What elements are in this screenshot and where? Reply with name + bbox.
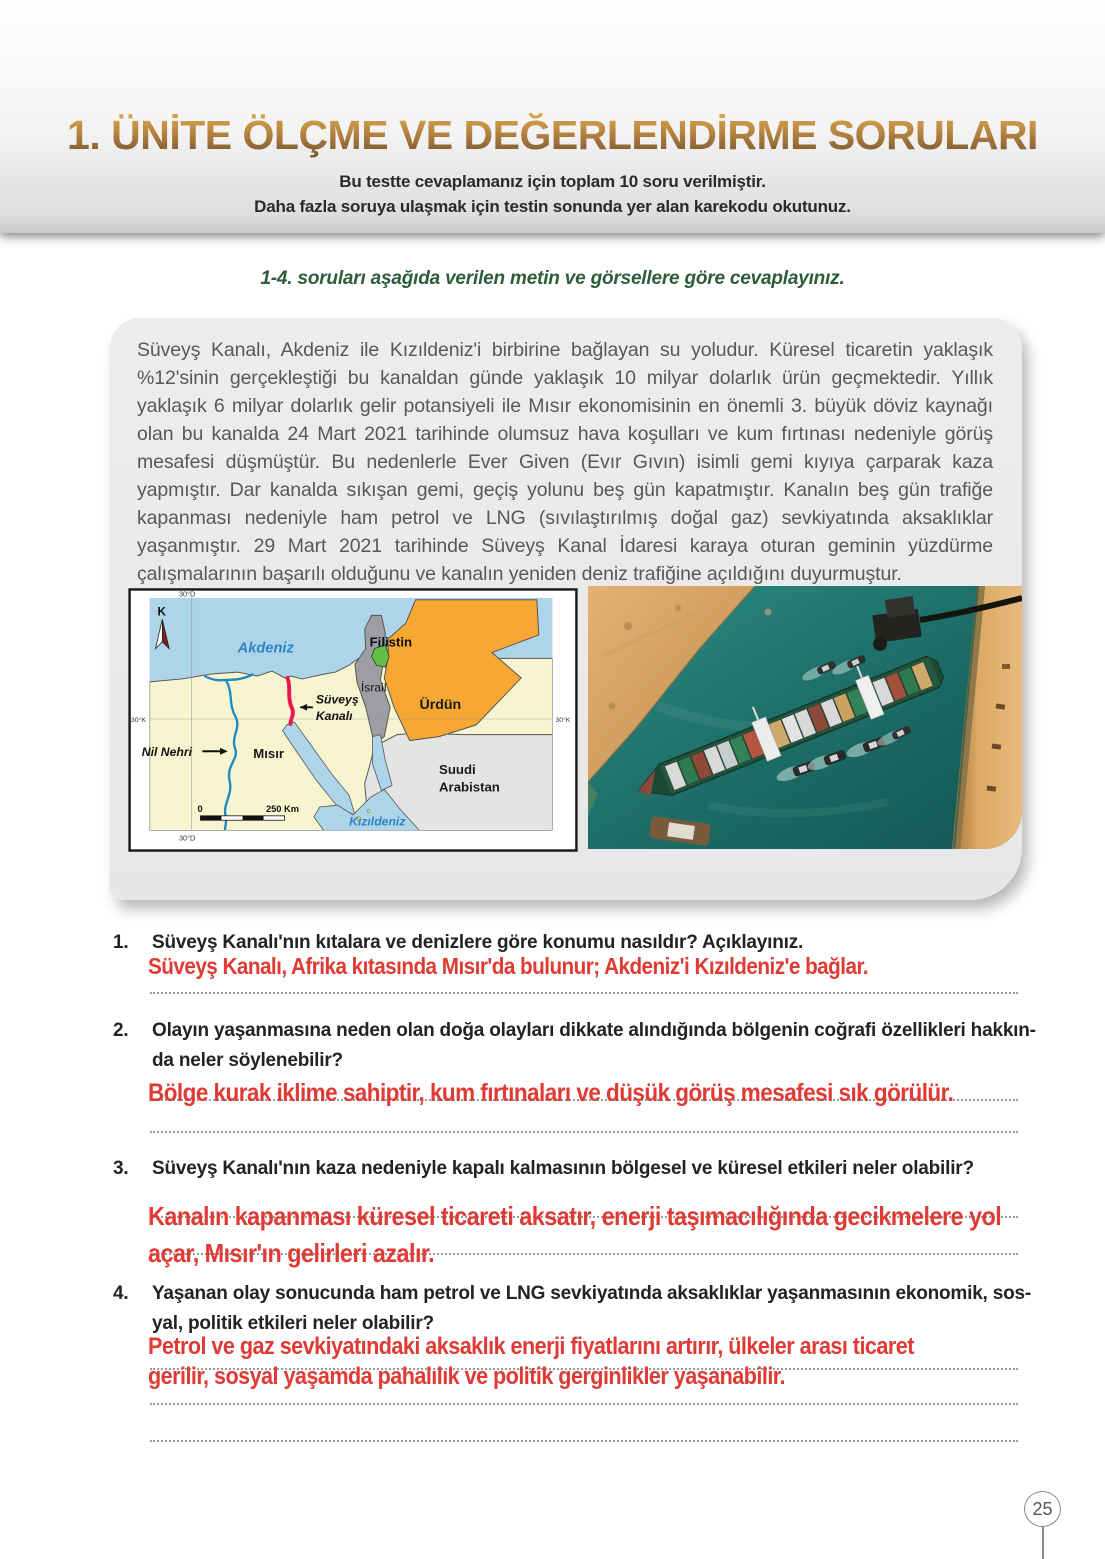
answer-4-line1: Petrol ve gaz sevkiyatındaki aksaklık enerji fiyatlarını artırır, ülkeler arası ticaret <box>148 1333 914 1360</box>
svg-text:Kanalı: Kanalı <box>315 709 353 723</box>
island <box>367 809 370 812</box>
header-subtitle-1: Bu testte cevaplamanız için toplam 10 soru verilmiştir. <box>339 172 766 191</box>
label-urdun: Ürdün <box>419 697 462 714</box>
map-svg <box>128 588 578 852</box>
label-kizildeniz: Kızıldeniz <box>349 814 406 829</box>
answer-ruled-line <box>150 1131 1018 1133</box>
passage-text: Süveyş Kanalı, Akdeniz ile Kızıldeniz'i birbirine bağlayan su yoludur. Küresel ticaretin yaklaşık %12'sinin gerçekleştiği bu kanaldan günde yaklaşık 10 milyar dolarlık ürün geçmektedir. Yıllık yaklaşık 6 milyar dolarlık gelir potansiyeli ile Mısır ekonomisinin en önemli 3. büyük döviz kaynağı olan bu kanalda 24 Mart 2021 tarihinde olumsuz hava koşulları ve kum fırtınası nedeniyle görüş mesafesi düşmüştür. Bu nedenlerle Ever Given (Evır Gıvın) isimli gemi kıyıya çarparak kaza yapmıştır. Dar kanalda sıkışan gemi, geçiş yolunu beş gün kapatmıştır. Kanalın beş gün trafiğe kapanması nedeniyle ham petrol ve LNG (sıvılaştırılmış doğal gaz) sevkiyatında aksaklıklar yaşanmıştır. 29 Mart 2021 tarihinde Süveyş Kanal İdaresi karaya oturan geminin yüzdürme çalışmalarının başarılı olduğunu ve kanalın yeniden deniz trafiğine açıldığını duyurmuştur. <box>137 339 993 585</box>
label-akdeniz: Akdeniz <box>237 640 294 657</box>
answer-3-line2: açar, Mısır'ın gelirleri azalır. <box>148 1238 435 1268</box>
svg-text:0: 0 <box>197 803 203 814</box>
lon-label-top: 30°D <box>178 589 196 599</box>
question-2-text-line1: Olayın yaşanmasına neden olan doğa olayları dikkate alındığında bölgenin coğrafi özellikleri hakkın- <box>152 1020 1036 1041</box>
answer-4-line2: gerilir, sosyal yaşamda pahalılık ve politik gerginlikler yaşanabilir. <box>148 1363 785 1390</box>
header-band <box>0 0 1105 233</box>
answer-2: Bölge kurak iklime sahiptir, kum fırtınaları ve düşük görüş mesafesi sık görülür. <box>148 1079 954 1107</box>
lon-label-bottom: 30°D <box>178 833 196 843</box>
question-3-text: Süveyş Kanalı'nın kaza nedeniyle kapalı kalmasının bölgesel ve küresel etkileri neler olabilir? <box>152 1158 974 1179</box>
question-1 <box>113 932 804 954</box>
answer-ruled-line <box>150 1440 1018 1442</box>
photo-svg <box>588 586 1022 849</box>
svg-text:Süveyş: Süveyş <box>315 692 359 707</box>
answer-ruled-line <box>150 1403 1018 1405</box>
label-suudi-2: Arabistan <box>439 779 500 795</box>
page-title: 1. ÜNİTE ÖLÇME VE DEĞERLENDİRME SORULARI <box>0 112 1105 159</box>
question-4 <box>113 1283 1031 1305</box>
answer-3-line1: Kanalın kapanması küresel ticareti aksatır, enerji taşımacılığında gecikmelere yol <box>148 1201 1002 1231</box>
question-range-instruction: 1-4. soruları aşağıda verilen metin ve görsellere göre cevaplayınız. <box>260 268 845 289</box>
question-4-number: 4. <box>113 1283 129 1304</box>
question-2-text-line2: da neler söylenebilir? <box>152 1050 343 1071</box>
lat-label-right: 30°K <box>555 716 571 724</box>
svg-text:K: K <box>157 605 166 619</box>
question-3-number: 3. <box>113 1158 129 1179</box>
question-1-text: Süveyş Kanalı'nın kıtalara ve denizlere göre konumu nasıldır? Açıklayınız. <box>152 932 804 953</box>
header-subtitle-2: Daha fazla soruya ulaşmak için testin sonunda yer alan karekodu okutunuz. <box>254 197 851 216</box>
buoy <box>765 609 772 616</box>
answer-ruled-line <box>150 992 1018 994</box>
question-4-text-line1: Yaşanan olay sonucunda ham petrol ve LNG sevkiyatında aksaklıklar yaşanmasının ekonomik, sos- <box>152 1283 1031 1304</box>
ever-given-photo <box>588 586 1022 849</box>
question-4-text-line2: yal, politik etkileri neler olabilir? <box>152 1313 434 1334</box>
lat-label-left: 30°K <box>131 716 146 724</box>
question-1-number: 1. <box>113 932 129 953</box>
label-filistin: Filistin <box>369 634 413 650</box>
question-2-number: 2. <box>113 1020 129 1041</box>
page-number-line <box>1042 1527 1044 1559</box>
suez-canal-map <box>128 588 578 852</box>
label-suudi-1: Suudi <box>439 761 476 777</box>
page-number: 25 <box>1032 1498 1053 1519</box>
question-3 <box>113 1158 974 1180</box>
label-misir: Mısır <box>253 746 285 762</box>
question-2 <box>113 1020 1036 1042</box>
svg-text:250 Km: 250 Km <box>265 803 299 814</box>
page-number-badge <box>1024 1491 1061 1527</box>
label-israil: İsrail <box>360 680 387 695</box>
svg-text:Nil Nehri: Nil Nehri <box>141 745 193 760</box>
answer-1: Süveyş Kanalı, Afrika kıtasında Mısır'da bulunur; Akdeniz'i Kızıldeniz'e bağlar. <box>148 953 869 979</box>
